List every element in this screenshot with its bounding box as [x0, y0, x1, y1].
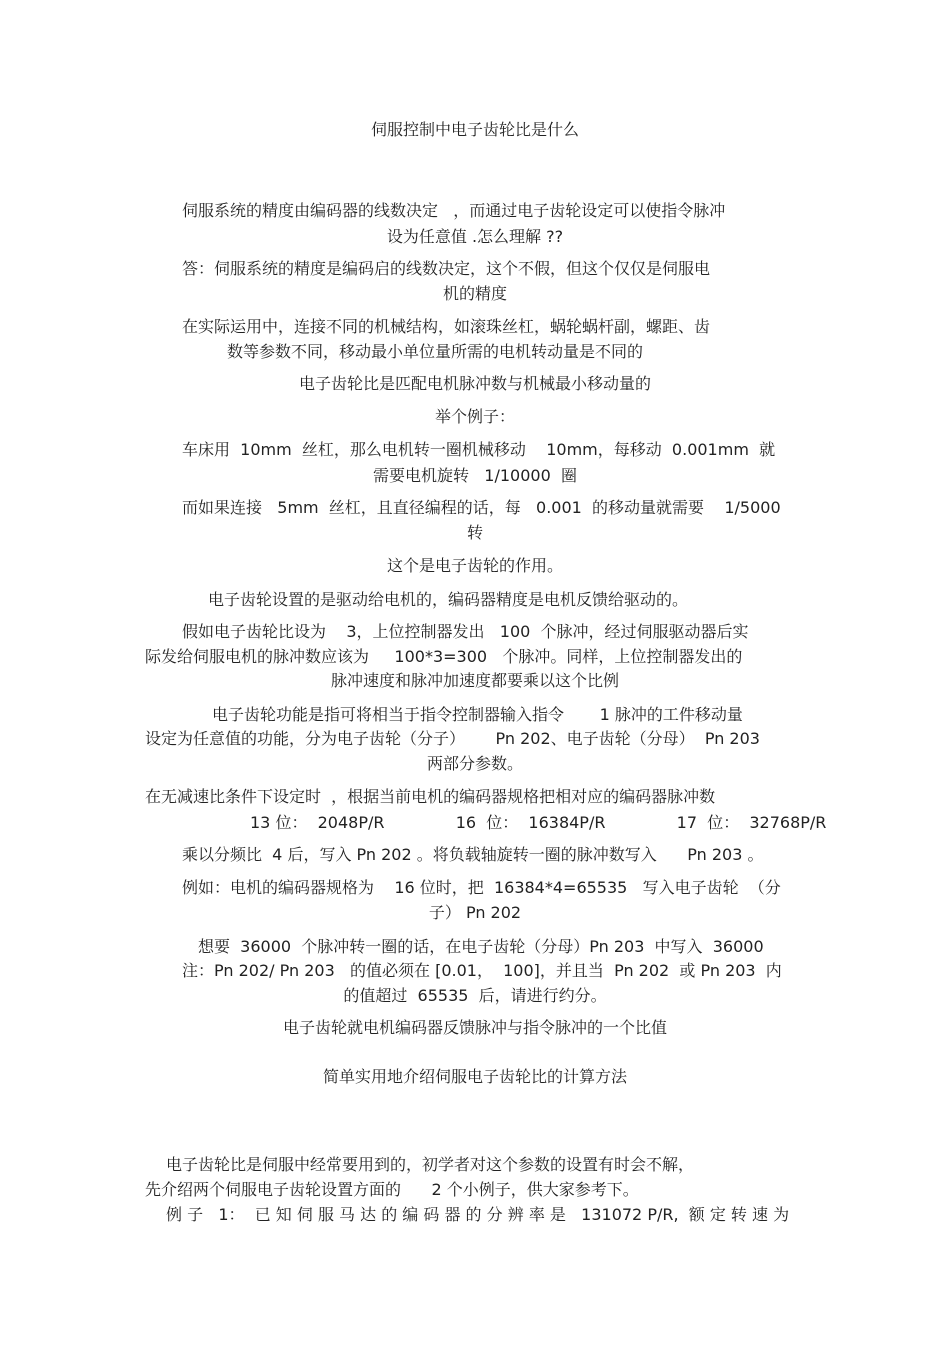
text-line: 机的精度 [442, 284, 507, 303]
text-line: 电子齿轮比是伺服中经常要用到的，初学者对这个参数的设置有时会不解， [166, 1155, 695, 1174]
text-line: 电子齿轮就电机编码器反馈脉冲与指令脉冲的一个比值 [282, 1018, 667, 1037]
text-line: 在无减速比条件下设定时 ，根据当前电机的编码器规格把相对应的编码器脉冲数 [145, 787, 716, 806]
text-line: 电子齿轮比是匹配电机脉冲数与机械最小移动量的 [298, 374, 651, 393]
text-line: 例如：电机的编码器规格为 16 位时，把 16384*4=65535 写入电子齿轮 （分 [182, 878, 781, 897]
text-line: 答：伺服系统的精度是编码启的线数决定，这个不假，但这个仅仅是伺服电 [182, 259, 711, 278]
text-line: 电子齿轮功能是指可将相当于指令控制器输入指令 1 脉冲的工件移动量 [212, 705, 743, 724]
text-line: 车床用 10mm 丝杠，那么电机转一圈机械移动 10mm，每移动 0.001mm 就 [182, 440, 776, 459]
text-line: 想要 36000 个脉冲转一圈的话，在电子齿轮（分母）Pn 203 中写入 36000 [198, 937, 764, 956]
text-line: 先介绍两个伺服电子齿轮设置方面的 2 个小例子，供大家参考下。 [145, 1180, 639, 1199]
text-line: 设定为任意值的功能，分为电子齿轮（分子） Pn 202、电子齿轮（分母） Pn 203 [145, 729, 760, 748]
section-heading: 简单实用地介绍伺服电子齿轮比的计算方法 [322, 1067, 627, 1086]
text-line: 假如电子齿轮比设为 3，上位控制器发出 100 个脉冲，经过伺服驱动器后实 [182, 622, 749, 641]
text-line: 在实际运用中，连接不同的机械结构，如滚珠丝杠，蜗轮蜗杆副，螺距、齿 [182, 317, 711, 336]
page-title: 伺服控制中电子齿轮比是什么 [370, 120, 579, 139]
text-line: 例 子 1： 已 知 伺 服 马 达 的 编 码 器 的 分 辨 率 是 131072 P/R, 额 定 转 速 为 [166, 1205, 790, 1224]
text-line: 伺服系统的精度由编码器的线数决定 ，而通过电子齿轮设定可以使指令脉冲 [182, 201, 726, 220]
text-line: 13 位： 2048P/R 16 位： 16384P/R 17 位： 32768P/R [250, 813, 827, 832]
text-line: 设为任意值 .怎么理解 ?? [386, 227, 564, 246]
text-line: 子） Pn 202 [428, 903, 522, 922]
text-line: 转 [466, 523, 483, 542]
text-line: 两部分参数。 [426, 754, 523, 773]
text-line: 而如果连接 5mm 丝杠，且直径编程的话，每 0.001 的移动量就需要 1/5000 [182, 498, 781, 517]
text-line: 的值超过 65535 后，请进行约分。 [343, 986, 607, 1005]
text-line: 数等参数不同，移动最小单位量所需的电机转动量是不同的 [227, 342, 644, 361]
text-line: 举个例子： [434, 407, 515, 426]
text-line: 电子齿轮设置的是驱动给电机的，编码器精度是电机反馈给驱动的。 [208, 590, 689, 609]
text-line: 需要电机旋转 1/10000 圈 [373, 466, 577, 485]
text-line: 脉冲速度和脉冲加速度都要乘以这个比例 [330, 671, 619, 690]
text-line: 这个是电子齿轮的作用。 [386, 556, 563, 575]
text-line: 际发给伺服电机的脉冲数应该为 100*3=300 个脉冲。同样，上位控制器发出的 [145, 647, 743, 666]
text-line: 注：Pn 202/ Pn 203 的值必须在 [0.01， 100]，并且当 Pn 202 或 Pn 203 内 [182, 961, 782, 980]
text-line: 乘以分频比 4 后，写入 Pn 202 。将负载轴旋转一圈的脉冲数写入 Pn 203 。 [182, 845, 764, 864]
